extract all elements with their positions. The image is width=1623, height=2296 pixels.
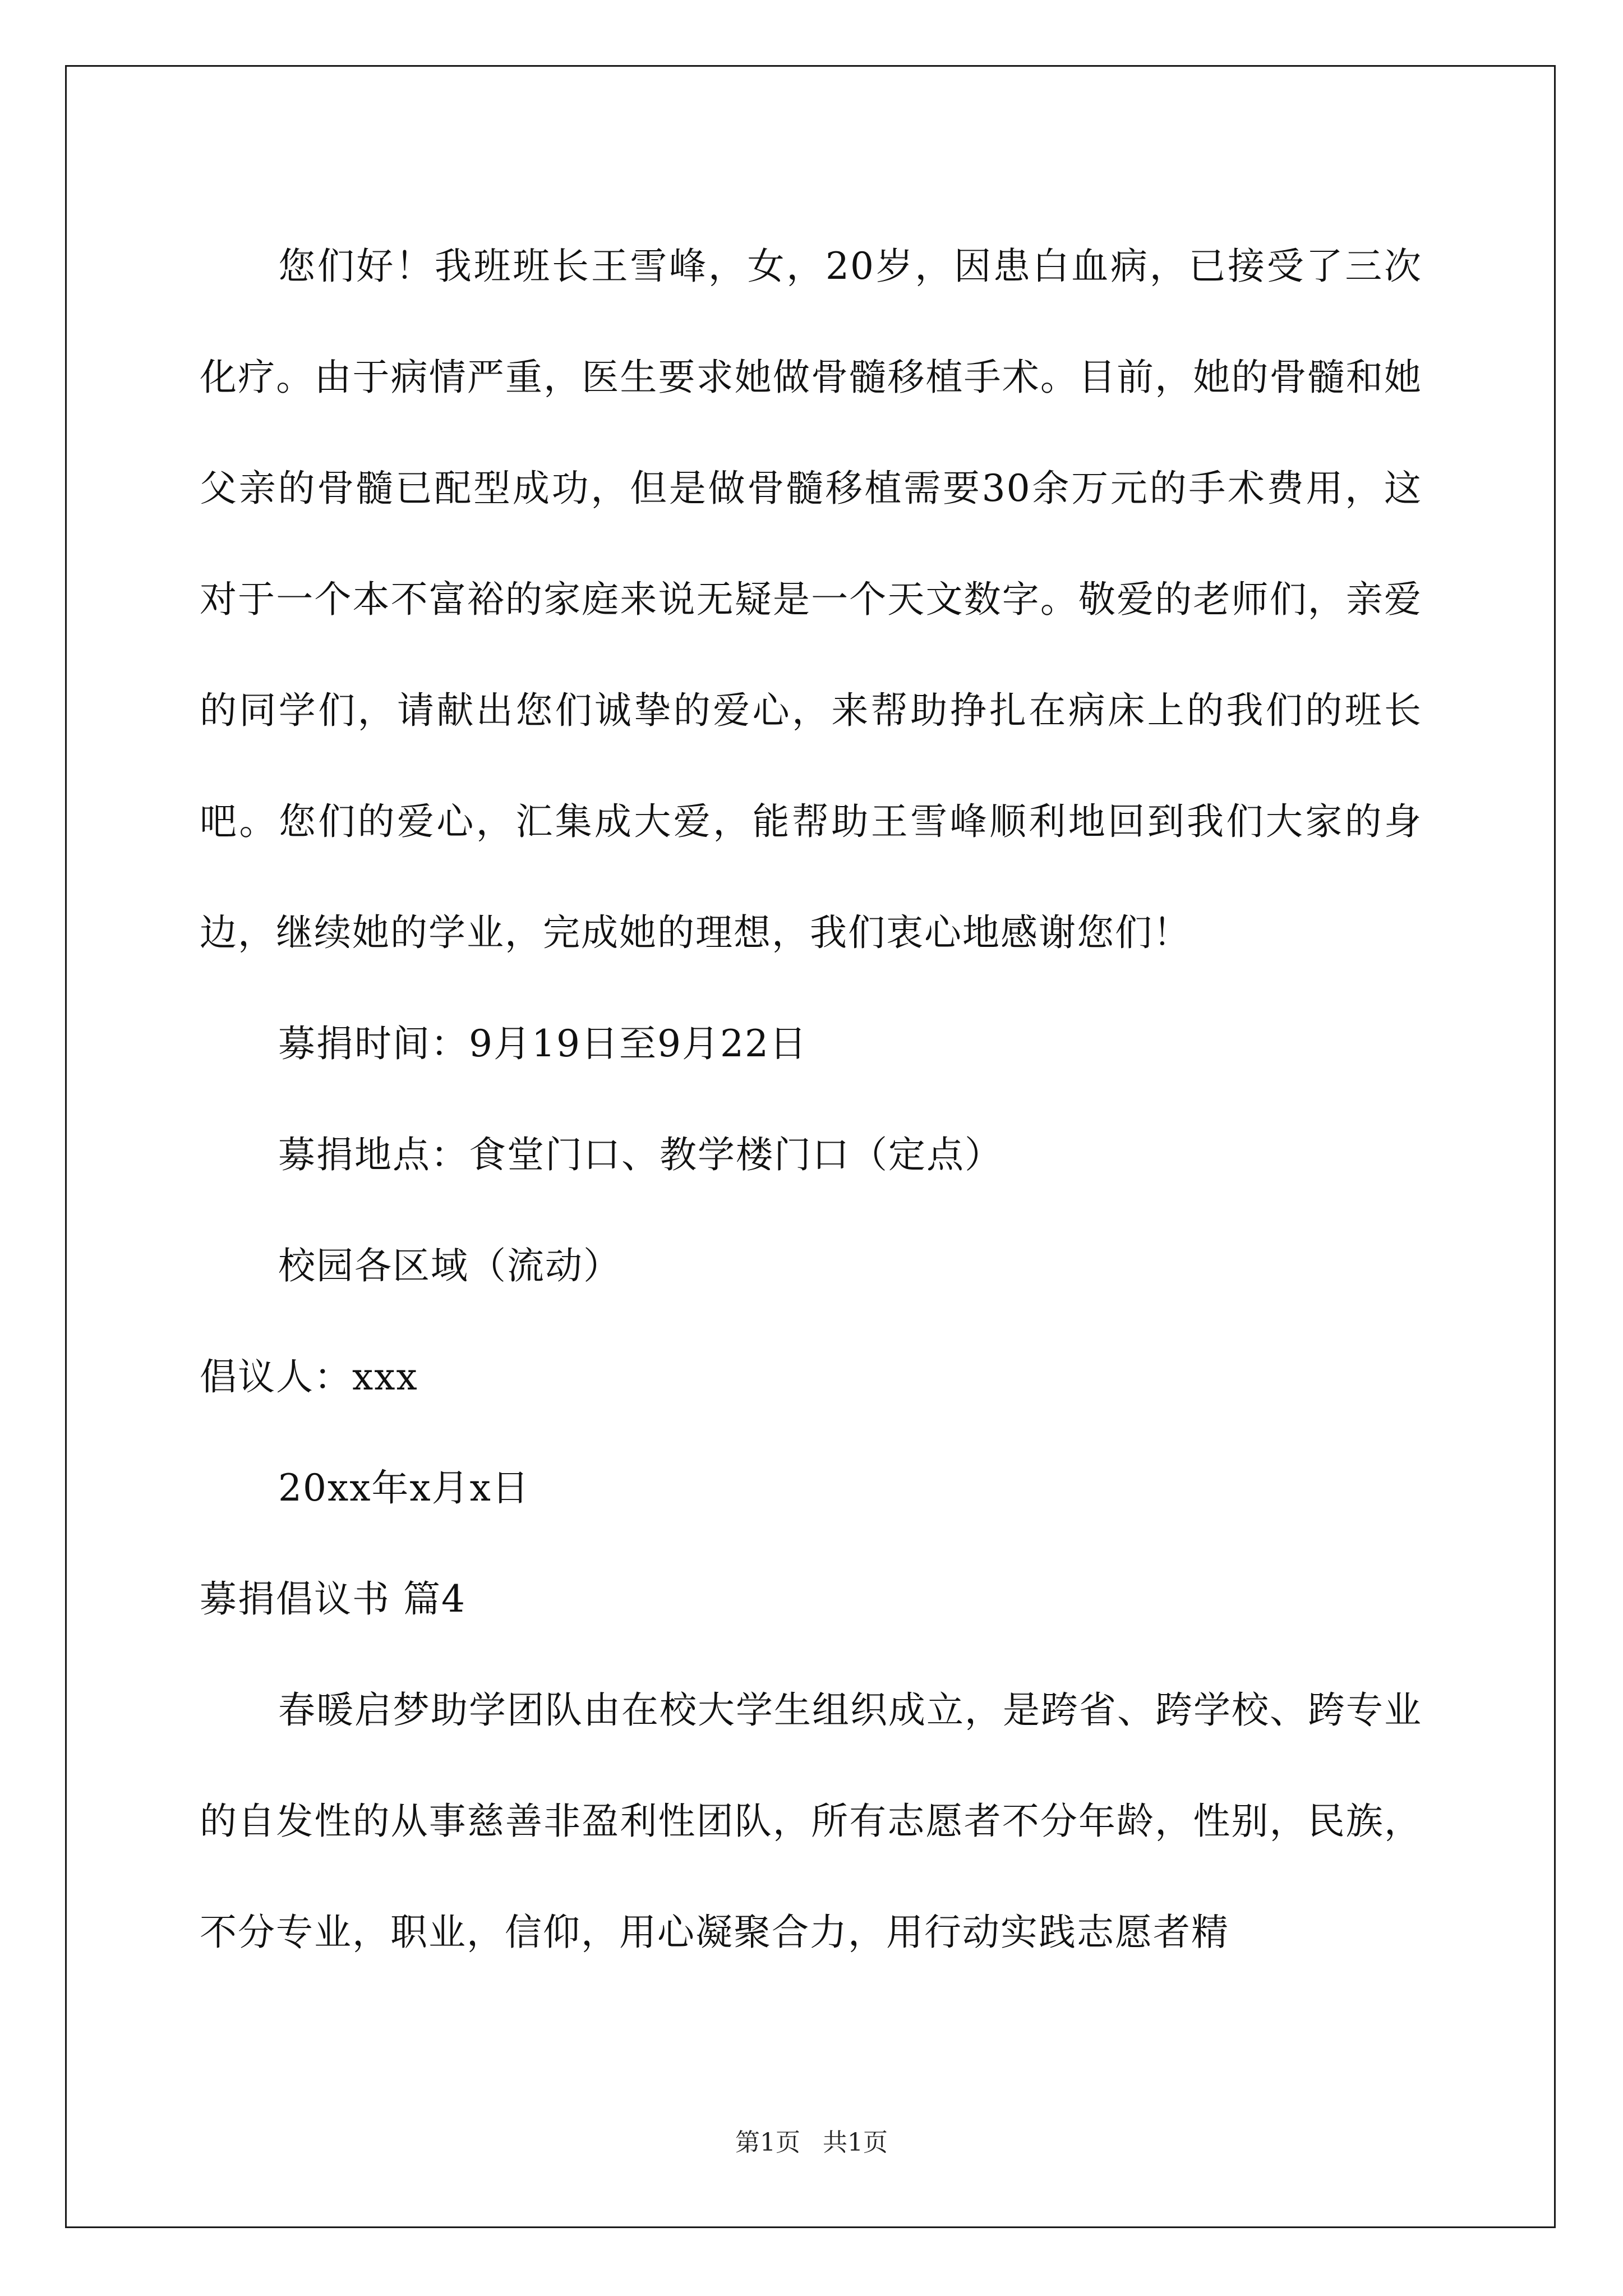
page-number: 第1页 (735, 2128, 800, 2157)
paragraph-initiator: 倡议人：xxx (200, 1355, 418, 1398)
document-body (200, 211, 1422, 1988)
section-heading: 募捐倡议书 篇4 (200, 1577, 466, 1621)
paragraph-campus-areas: 校园各区域（流动） (278, 1244, 621, 1287)
page-footer (0, 2126, 1623, 2160)
paragraph-team-intro: 春暖启梦助学团队由在校大学生组织成立，是跨省、跨学校、跨专业的自发性的从事慈善非盈利性团队，所有志愿者不分年龄，性别，民族，不分专业，职业，信仰，用心凝聚合力，用行动实践志愿者精 (200, 1688, 1422, 1954)
paragraph-donation-time: 募捐时间：9月19日至9月22日 (278, 1022, 808, 1065)
paragraph-donation-location: 募捐地点：食堂门口、教学楼门口（定点） (278, 1133, 1003, 1176)
paragraph-date: 20xx年x月x日 (278, 1466, 530, 1510)
paragraph-appeal: 您们好！我班班长王雪峰，女，20岁，因患白血病，已接受了三次化疗。由于病情严重，医生要求她做骨髓移植手术。目前，她的骨髓和她父亲的骨髓已配型成功，但是做骨髓移植需要30余万元的手术费用，这对于一个本不富裕的家庭来说无疑是一个天文数字。敬爱的老师们，亲爱的同学们，请献出您们诚挚的爱心，来帮助挣扎在病床上的我们的班长吧。您们的爱心，汇集成大爱，能帮助王雪峰顺利地回到我们大家的身边，继续她的学业，完成她的理想，我们衷心地感谢您们！ (200, 245, 1422, 954)
page-total: 共1页 (823, 2128, 888, 2157)
